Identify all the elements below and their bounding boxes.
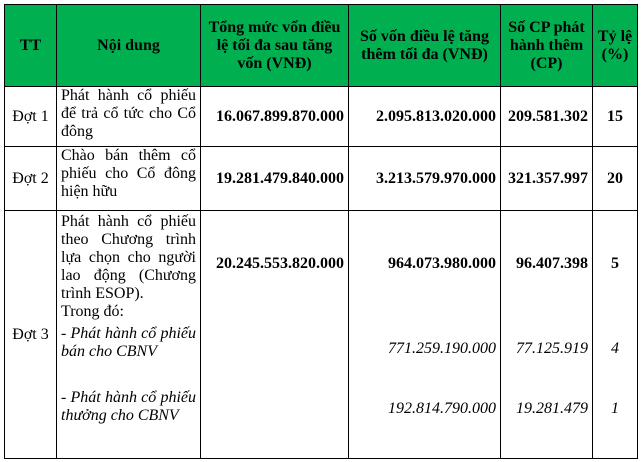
row-1-total-capital: 16.067.899.870.000: [201, 87, 349, 147]
table-row: [5, 211, 638, 459]
sub-item-1-text: Phát hành cổ phiếu bán cho CBNV: [61, 325, 196, 360]
table-row: [5, 147, 638, 211]
row-3-total-capital: 20.245.553.820.000: [216, 255, 344, 272]
header-row: [5, 5, 638, 87]
row-3-shares-cell: [501, 211, 593, 459]
row-3-added-capital: 964.073.980.000: [388, 255, 496, 272]
sub-item-1-shares: 77.125.919: [516, 340, 588, 357]
row-1-content: Phát hành cổ phiếu để trả cổ tức cho Cổ đông: [57, 87, 201, 147]
row-3-content-note: Trong đó:: [61, 303, 124, 320]
header-tt: TT: [5, 5, 57, 87]
row-3-tt: Đợt 3: [5, 211, 57, 459]
sub-item-1-bullet: -: [61, 325, 71, 342]
sub-item-2-ratio: 1: [611, 400, 619, 417]
sub-item-2-text: Phát hành cổ phiếu thưởng cho CBNV: [61, 389, 196, 424]
row-3-shares: 96.407.398: [516, 255, 588, 272]
row-2-shares: 321.357.997: [501, 147, 593, 211]
row-2-tt: Đợt 2: [5, 147, 57, 211]
row-3-ratio-cell: [593, 211, 638, 459]
sub-item-2-added-capital: 192.814.790.000: [388, 400, 496, 417]
row-1-shares: 209.581.302: [501, 87, 593, 147]
header-ratio: Tỷ lệ (%): [593, 5, 638, 87]
row-2-added-capital: 3.213.579.970.000: [349, 147, 501, 211]
row-3-content-cell: [57, 211, 201, 459]
row-3-ratio: 5: [611, 255, 619, 272]
row-2-total-capital: 19.281.479.840.000: [201, 147, 349, 211]
row-3-content: Phát hành cổ phiếu theo Chương trình lựa chọn cho người lao động (Chương trình ESOP).: [61, 213, 196, 302]
header-total-capital: Tổng mức vốn điều lệ tối đa sau tăng vốn (VNĐ): [201, 5, 349, 87]
sub-item-1-ratio: 4: [611, 340, 619, 357]
header-content: Nội dung: [57, 5, 201, 87]
row-3-total-capital-cell: [201, 211, 349, 459]
row-1-tt: Đợt 1: [5, 87, 57, 147]
row-2-ratio: 20: [593, 147, 638, 211]
sub-item-2-bullet: -: [61, 389, 71, 406]
header-shares: Số CP phát hành thêm (CP): [501, 5, 593, 87]
row-2-content: Chào bán thêm cổ phiếu cho Cổ đông hiện hữu: [57, 147, 201, 211]
header-added-capital: Số vốn điều lệ tăng thêm tối đa (VNĐ): [349, 5, 501, 87]
sub-item-2-content: [61, 389, 196, 425]
sub-item-2-shares: 19.281.479: [516, 400, 588, 417]
row-3-added-capital-cell: [349, 211, 501, 459]
sub-item-1-content: [61, 325, 196, 387]
sub-item-1-added-capital: 771.259.190.000: [388, 340, 496, 357]
row-1-ratio: 15: [593, 87, 638, 147]
row-1-added-capital: 2.095.813.020.000: [349, 87, 501, 147]
table-row: [5, 87, 638, 147]
capital-increase-table: [4, 4, 638, 459]
